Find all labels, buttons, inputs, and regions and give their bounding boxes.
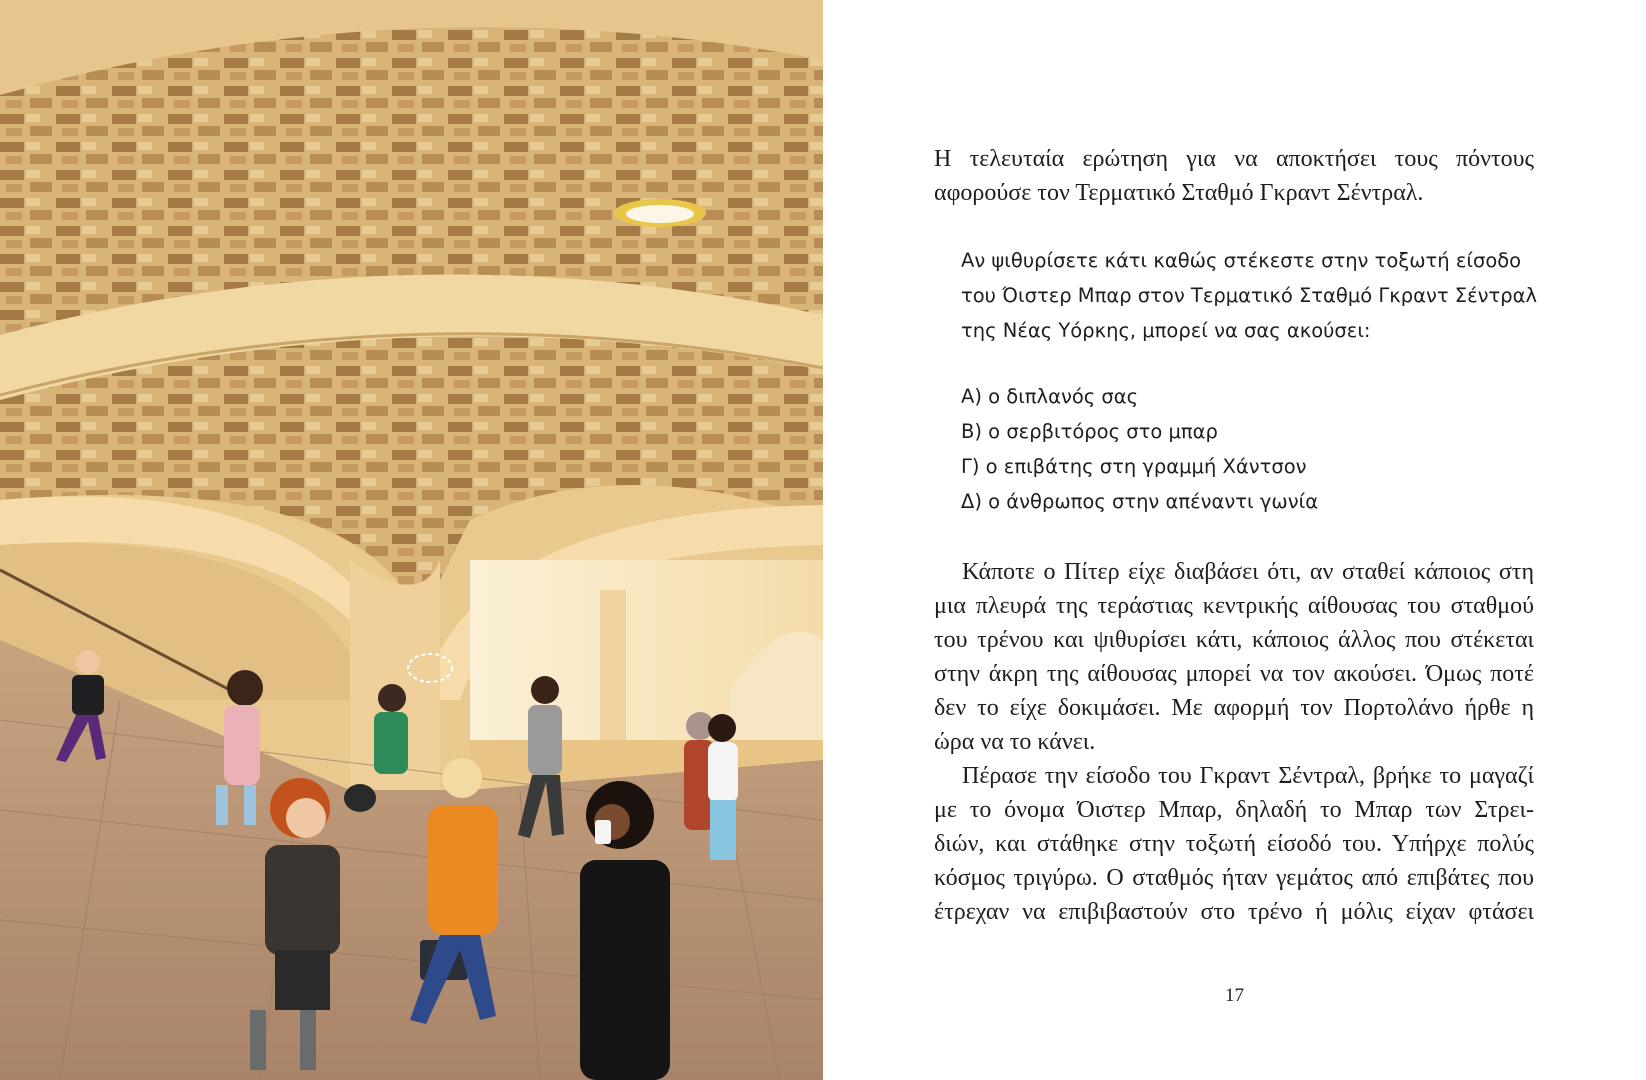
body-line: διών, και στάθηκε στην τοξωτή είσοδό του. Υπήρχε πολύς: [934, 831, 1534, 857]
intro-line: αφορούσε τον Τερματικό Σταθμό Γκραντ Σέντραλ.: [934, 180, 1424, 206]
body-line: με το όνομα Όιστερ Μπαρ, δηλαδή το Μπαρ των Στρει-: [934, 797, 1534, 823]
intro-paragraph: [934, 142, 1534, 210]
question-line: της Νέας Υόρκης, μπορεί να σας ακούσει:: [961, 319, 1371, 342]
body-line: ώρα να το κάνει.: [934, 729, 1096, 755]
body-line: Κάποτε ο Πίτερ είχε διαβάσει ότι, αν σταθεί κάποιος στη: [962, 559, 1534, 585]
option-c: Γ) ο επιβάτης στη γραμμή Χάντσον: [961, 455, 1307, 478]
option-d: Δ) ο άνθρωπος στην απέναντι γωνία: [961, 490, 1319, 513]
quiz-options: [961, 379, 1521, 519]
page-number: 17: [1225, 985, 1244, 1006]
body-line: στην άκρη της αίθουσας μπορεί να τον ακούσει. Όμως ποτέ: [934, 661, 1534, 687]
body-line: κόσμος τριγύρω. Ο σταθμός ήταν γεμάτος από επιβάτες που: [934, 865, 1534, 891]
option-b: Β) ο σερβιτόρος στο μπαρ: [961, 420, 1218, 443]
body-line: έτρεχαν να επιβιβαστούν στο τρένο ή μόλις είχαν φτάσει: [934, 899, 1534, 925]
body-line: δεν το είχε δοκιμάσει. Με αφορμή τον Πορτολάνο ήρθε η: [934, 695, 1534, 721]
body-paragraph-1: [934, 555, 1534, 759]
body-paragraph-2: [934, 759, 1534, 929]
question-line: Αν ψιθυρίσετε κάτι καθώς στέκεστε στην τοξωτή είσοδο: [961, 249, 1522, 272]
text-page: [823, 0, 1646, 1080]
body-line: μια πλευρά της τεράστιας κεντρικής αίθουσας του σταθμού: [934, 593, 1534, 619]
body-line: του τρένου και ψιθυρίσει κάτι, κάποιος άλλος που στέκεται: [934, 627, 1534, 653]
quiz-question: [961, 243, 1538, 348]
question-line: του Όιστερ Μπαρ στον Τερματικό Σταθμό Γκραντ Σέντραλ: [961, 284, 1538, 307]
option-a: Α) ο διπλανός σας: [961, 385, 1139, 408]
intro-line: Η τελευταία ερώτηση για να αποκτήσει τους πόντους: [934, 146, 1534, 172]
body-line: Πέρασε την είσοδο του Γκραντ Σέντραλ, βρήκε το μαγαζί: [962, 763, 1534, 789]
